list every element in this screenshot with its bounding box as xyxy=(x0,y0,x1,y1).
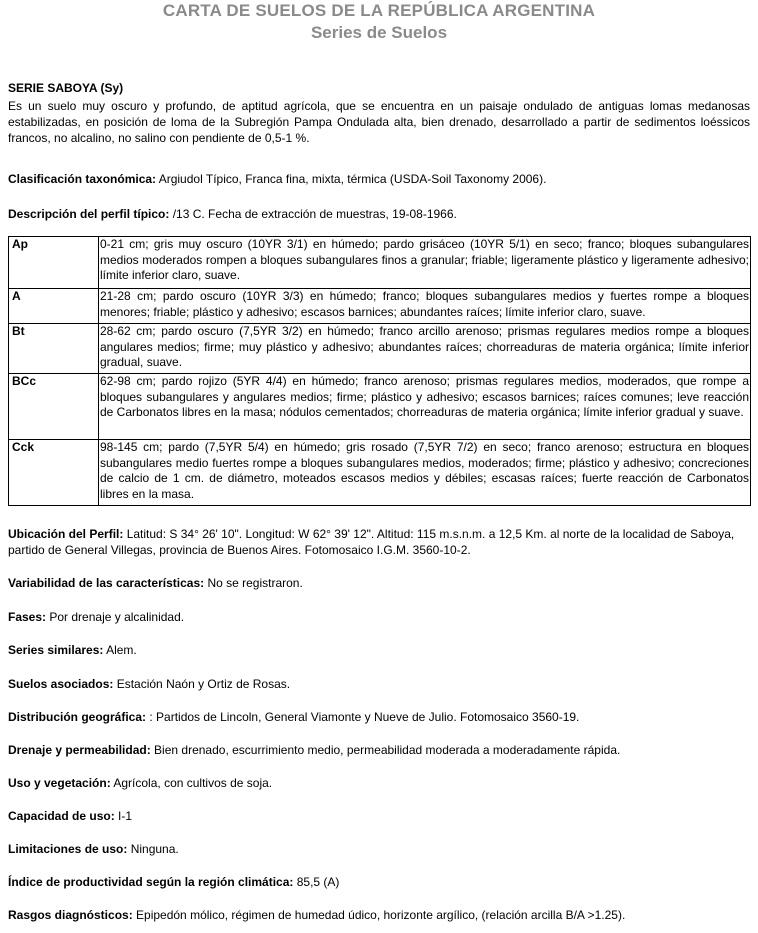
fases-value: Por drenaje y alcalinidad. xyxy=(46,610,185,624)
table-row xyxy=(9,374,751,440)
asociados-label: Suelos asociados: xyxy=(8,677,114,691)
rasgos-label: Rasgos diagnósticos: xyxy=(8,908,133,922)
capacidad-value: I-1 xyxy=(114,809,133,823)
series-intro: Es un suelo muy oscuro y profundo, de aptitud agrícola, que se encuentra en un paisaje ondulado de antiguas lomas medanosas estabilizadas, en posición de loma de la Subregión Pampa Ondulada alta, bien drenado, desarrollado a partir de sedimentos loéssicos francos, no alcalino, no salino con pendiente de 0,5-1 %. xyxy=(8,99,750,145)
productividad-field xyxy=(8,874,750,890)
descripcion-field xyxy=(8,206,750,222)
variabilidad-value: No se registraron. xyxy=(204,576,303,590)
horizon-name: Ap xyxy=(9,237,99,289)
asociados-value: Estación Naón y Ortiz de Rosas. xyxy=(113,677,291,691)
asociados-field xyxy=(8,676,750,692)
limitaciones-value: Ninguna. xyxy=(127,842,179,856)
drenaje-value: Bien drenado, escurrimiento medio, permeabilidad moderada a moderadamente rápida. xyxy=(150,743,621,757)
horizon-name: Bt xyxy=(9,324,99,374)
fases-label: Fases: xyxy=(8,610,47,624)
document-subtitle: Series de Suelos xyxy=(310,23,448,42)
horizon-name: Cck xyxy=(9,440,99,506)
similares-field xyxy=(8,642,750,658)
productividad-label: Índice de productividad según la región climática: xyxy=(8,875,294,889)
variabilidad-field xyxy=(8,575,750,591)
horizon-description: 21-28 cm; pardo oscuro (10YR 3/3) en húmedo; franco; bloques subangulares medios y fuertes rompe a bloques menores; friable; plástico y adhesivo; escasos barnices; abundantes raíces; límite inferior claro, suave. xyxy=(99,289,751,324)
horizon-description: 62-98 cm; pardo rojizo (5YR 4/4) en húmedo; franco arenoso; prismas regulares medios, moderados, que rompe a bloques subangulares y angulares medios; firme; plástico y adhesivo; escasos barnices; raíces comunes; leve reacción de Carbonatos libres en la masa; nódulos cementados; chorreaduras de materia orgánica; límite inferior gradual y suave. xyxy=(99,374,751,440)
horizon-description: 98-145 cm; pardo (7,5YR 5/4) en húmedo; gris rosado (7,5YR 7/2) en seco; franco arenoso; estructura en bloques subangulares medio fuertes rompe a bloques subangulares medios, moderados; firme; plástico y adhesivo; concreciones de calcio de 1 cm. de diámetro, moteados escasos medios y débiles; escasas raíces; fuerte reacción de Carbonatos libres en la masa. xyxy=(99,440,751,506)
capacidad-field xyxy=(8,808,750,824)
horizon-description: 28-62 cm; pardo oscuro (7,5YR 3/2) en húmedo; franco arcillo arenoso; prismas regulares medios rompe a bloques angulares medios; firme; muy plástico y adhesivo; abundantes raíces; chorreaduras de materia orgánica; límite inferior gradual, suave. xyxy=(99,324,751,374)
fases-field xyxy=(8,609,750,625)
table-row xyxy=(9,440,751,506)
variabilidad-label: Variabilidad de las características: xyxy=(8,576,205,590)
similares-value: Alem. xyxy=(103,643,137,657)
clasificacion-value: Argiudol Típico, Franca fina, mixta, térmica (USDA-Soil Taxonomy 2006). xyxy=(156,172,547,186)
distribucion-label: Distribución geográfica: xyxy=(8,710,147,724)
horizon-name: A xyxy=(9,289,99,324)
rasgos-value: Epipedón mólico, régimen de humedad údico, horizonte argílico, (relación arcilla B/A >1.25). xyxy=(132,908,626,922)
clasificacion-label: Clasificación taxonómica: xyxy=(8,172,157,186)
document-title: CARTA DE SUELOS DE LA REPÚBLICA ARGENTINA xyxy=(162,1,596,20)
limitaciones-field xyxy=(8,841,750,857)
ubicacion-field xyxy=(8,526,750,558)
clasificacion-field xyxy=(8,171,750,187)
descripcion-value: /13 C. Fecha de extracción de muestras, 19-08-1966. xyxy=(169,207,457,221)
uso-label: Uso y vegetación: xyxy=(8,776,111,790)
ubicacion-value: Latitud: S 34° 26' 10". Longitud: W 62° 39' 12". Altitud: 115 m.s.n.m. a 12,5 Km. al norte de la localidad de Saboya, partido de General Villegas, provincia de Buenos Aires. Fotomosaico I.G.M. 3560-10-2. xyxy=(8,527,735,557)
horizon-name: BCc xyxy=(9,374,99,440)
uso-value: Agrícola, con cultivos de soja. xyxy=(110,776,273,790)
table-row xyxy=(9,237,751,289)
productividad-value: 85,5 (A) xyxy=(293,875,340,889)
series-title: SERIE SABOYA (Sy) xyxy=(8,81,124,95)
table-row xyxy=(9,289,751,324)
drenaje-label: Drenaje y permeabilidad: xyxy=(8,743,151,757)
similares-label: Series similares: xyxy=(8,643,104,657)
profile-table xyxy=(8,236,751,506)
ubicacion-label: Ubicación del Perfil: xyxy=(8,527,124,541)
horizon-description: 0-21 cm; gris muy oscuro (10YR 3/1) en húmedo; pardo grisáceo (10YR 5/1) en seco; franco; bloques subangulares medios moderados rompen a bloques subangulares finos a granular; friable; ligeramente plástico y ligeramente adhesivo; límite inferior claro, suave. xyxy=(99,237,751,289)
uso-field xyxy=(8,775,750,791)
distribucion-field xyxy=(8,709,750,725)
descripcion-label: Descripción del perfil típico: xyxy=(8,207,170,221)
rasgos-field xyxy=(8,907,750,923)
table-row xyxy=(9,324,751,374)
capacidad-label: Capacidad de uso: xyxy=(8,809,115,823)
distribucion-value: : Partidos de Lincoln, General Viamonte y Nueve de Julio. Fotomosaico 3560-19. xyxy=(146,710,580,724)
drenaje-field xyxy=(8,742,750,758)
limitaciones-label: Limitaciones de uso: xyxy=(8,842,128,856)
